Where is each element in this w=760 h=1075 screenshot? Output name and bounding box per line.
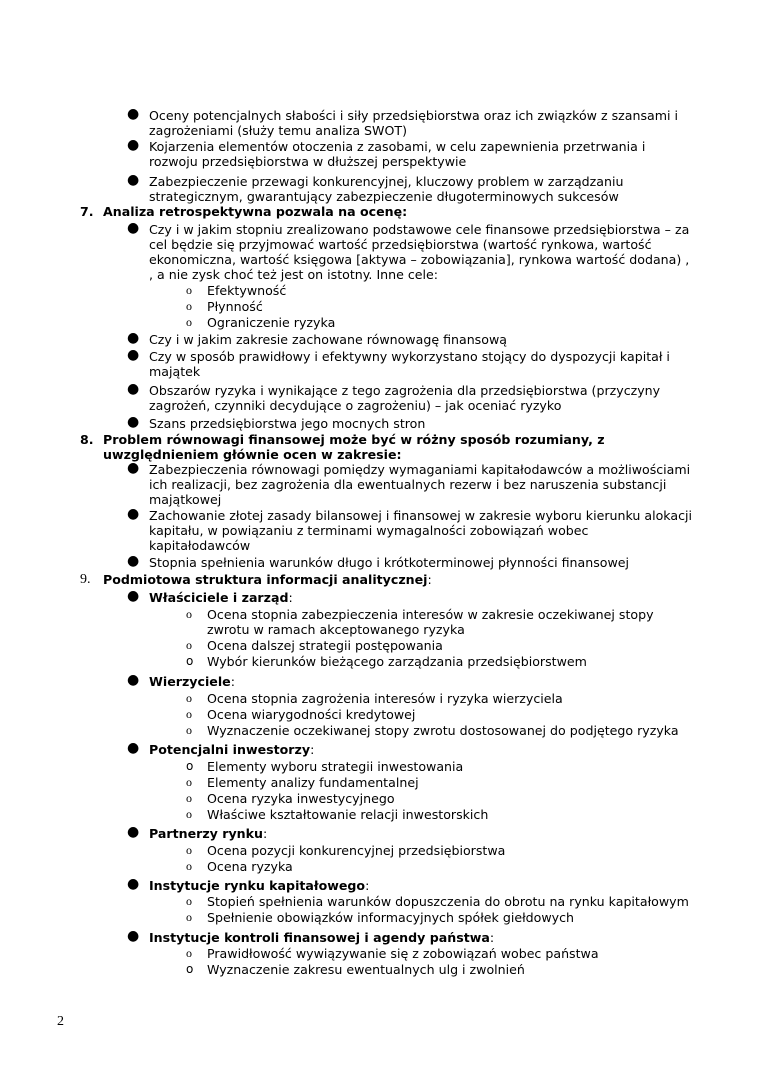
bullet-icon: ●	[127, 824, 140, 840]
bullet-icon: ●	[127, 506, 140, 522]
circle-bullet-icon: o	[186, 654, 194, 668]
text-line: Wybór kierunków bieżącego zarządzania przedsiębiorstwem	[207, 654, 587, 669]
text-line: Ocena ryzyka inwestycyjnego	[207, 791, 395, 806]
group-title-line	[149, 674, 235, 689]
group-title-line	[149, 742, 314, 757]
text-line: Efektywność	[207, 283, 287, 298]
title-colon: :	[489, 930, 495, 945]
page-number: 2	[57, 1014, 64, 1029]
section-heading: uwzględnieniem głównie ocen w zakresie:	[103, 447, 402, 462]
circle-bullet-icon: o	[186, 707, 192, 721]
text-line: Kojarzenia elementów otoczenia z zasobami, w celu zapewnienia przetrwania i	[149, 139, 646, 154]
text-line: cel będzie się przyjmować wartość przedsiębiorstwa (wartość rynkowa, wartość	[149, 237, 652, 252]
text-line: Zabezpieczenia równowagi pomiędzy wymaganiami kapitałodawców a możliwościami	[149, 462, 691, 477]
bullet-icon: ●	[127, 106, 140, 122]
section-number: 9.	[80, 572, 91, 587]
text-line: Ocena stopnia zabezpieczenia interesów w zakresie oczekiwanej stopy	[207, 607, 654, 622]
text-line: Stopnia spełnienia warunków długo i krótkoterminowej płynności finansowej	[149, 555, 630, 570]
text-line: Elementy analizy fundamentalnej	[207, 775, 419, 790]
circle-bullet-icon: o	[186, 759, 194, 773]
text-line: Zabezpieczenie przewagi konkurencyjnej, kluczowy problem w zarządzaniu	[149, 174, 624, 189]
bullet-icon: ●	[127, 740, 140, 756]
text-line: kapitału, w powiązaniu z terminami wymagalności zobowiązań wobec	[149, 523, 589, 538]
circle-bullet-icon: o	[186, 894, 192, 908]
group-title: Instytucje kontroli finansowej i agendy państwa	[149, 930, 490, 945]
section-heading: Podmiotowa struktura informacji analitycznej	[103, 572, 428, 587]
bullet-icon: ●	[127, 460, 140, 476]
text-line: Wyznaczenie zakresu ewentualnych ulg i zwolnień	[207, 962, 525, 977]
text-line: Prawidłowość wywiązywanie się z zobowiązań wobec państwa	[207, 946, 599, 961]
bullet-icon: ●	[127, 330, 140, 346]
bullet-icon: ●	[127, 672, 140, 688]
circle-bullet-icon: o	[186, 910, 192, 924]
circle-bullet-icon: o	[186, 691, 192, 705]
text-line: Ocena dalszej strategii postępowania	[207, 638, 443, 653]
text-line: majątek	[149, 364, 201, 379]
text-line: rozwoju przedsiębiorstwa w dłuższej perspektywie	[149, 154, 467, 169]
text-line: kapitałodawców	[149, 538, 251, 553]
circle-bullet-icon: o	[186, 807, 192, 821]
circle-bullet-icon: o	[186, 723, 192, 737]
text-line: zwrotu w ramach akceptowanego ryzyka	[207, 622, 465, 637]
circle-bullet-icon: o	[186, 791, 192, 805]
text-line: Czy i w jakim zakresie zachowane równowagę finansową	[149, 332, 507, 347]
section-heading: Problem równowagi finansowej może być w różny sposób rozumiany, z	[103, 432, 605, 447]
section-heading-line	[103, 572, 432, 587]
circle-bullet-icon: o	[186, 283, 192, 297]
circle-bullet-icon: o	[186, 946, 192, 960]
text-line: zagrożeń, czynniki decydujące o zagrożeniu) – jak oceniać ryzyko	[149, 398, 562, 413]
text-line: Obszarów ryzyka i wynikające z tego zagrożenia dla przedsiębiorstwa (przyczyny	[149, 383, 661, 398]
text-line: Wyznaczenie oczekiwanej stopy zwrotu dostosowanej do podjętego ryzyka	[207, 723, 679, 738]
text-line: majątkowej	[149, 492, 222, 507]
group-title: Instytucje rynku kapitałowego	[149, 878, 366, 893]
circle-bullet-icon: o	[186, 299, 192, 313]
text-line: Płynność	[207, 299, 263, 314]
circle-bullet-icon: o	[186, 315, 192, 329]
text-line: strategicznym, gwarantujący zabezpieczenie długoterminowych sukcesów	[149, 189, 619, 204]
bullet-icon: ●	[127, 928, 140, 944]
group-title-line	[149, 590, 293, 605]
text-line: zagrożeniami (służy temu analiza SWOT)	[149, 123, 408, 138]
text-line: Oceny potencjalnych słabości i siły przedsiębiorstwa oraz ich związków z szansami i	[149, 108, 678, 123]
text-line: Ocena wiarygodności kredytowej	[207, 707, 416, 722]
text-line: Właściwe kształtowanie relacji inwestorskich	[207, 807, 489, 822]
text-line: Spełnienie obowiązków informacyjnych spółek giełdowych	[207, 910, 575, 925]
title-colon: :	[263, 826, 268, 841]
circle-bullet-icon: o	[186, 859, 192, 873]
group-title: Potencjalni inwestorzy	[149, 742, 311, 757]
text-line: Czy i w jakim stopniu zrealizowano podstawowe cele finansowe przedsiębiorstwa – za	[149, 222, 690, 237]
group-title: Właściciele i zarząd	[149, 590, 289, 605]
title-colon: :	[310, 742, 315, 757]
group-title: Partnerzy rynku	[149, 826, 263, 841]
text-line: Ocena stopnia zagrożenia interesów i ryzyka wierzyciela	[207, 691, 563, 706]
group-title: Wierzyciele	[149, 674, 231, 689]
circle-bullet-icon: o	[186, 843, 192, 857]
heading-colon: :	[427, 572, 432, 587]
bullet-icon: ●	[127, 588, 140, 604]
group-title-line	[149, 826, 267, 841]
bullet-icon: ●	[127, 220, 140, 236]
text-line: Elementy wyboru strategii inwestowania	[207, 759, 464, 774]
circle-bullet-icon: o	[186, 775, 192, 789]
title-colon: :	[230, 674, 235, 689]
text-line: Ocena pozycji konkurencyjnej przedsiębiorstwa	[207, 843, 506, 858]
section-number: 8.	[80, 432, 94, 447]
text-line: Czy w sposób prawidłowy i efektywny wykorzystano stojący do dyspozycji kapitał i	[149, 349, 670, 364]
bullet-icon: ●	[127, 876, 140, 892]
section-number: 7.	[80, 204, 94, 219]
bullet-icon: ●	[127, 172, 140, 188]
bullet-icon: ●	[127, 381, 140, 397]
circle-bullet-icon: o	[186, 607, 192, 621]
title-colon: :	[288, 590, 293, 605]
bullet-icon: ●	[127, 414, 140, 430]
text-line: Zachowanie złotej zasady bilansowej i finansowej w zakresie wyboru kierunku alokacji	[149, 508, 692, 523]
group-title-line	[149, 878, 369, 893]
text-line: ich realizacji, bez zagrożenia dla ewentualnych rezerw i bez naruszenia substancji	[149, 477, 667, 492]
group-title-line	[149, 930, 494, 945]
circle-bullet-icon: o	[186, 638, 192, 652]
text-line: ekonomiczna, wartość księgowa [aktywa – zobowiązania], rynkowa wartość dodana) ,	[149, 252, 690, 267]
bullet-icon: ●	[127, 347, 140, 363]
bullet-icon: ●	[127, 137, 140, 153]
text-line: Ocena ryzyka	[207, 859, 293, 874]
title-colon: :	[365, 878, 370, 893]
section-heading: Analiza retrospektywna pozwala na ocenę:	[103, 204, 408, 219]
circle-bullet-icon: o	[186, 962, 194, 976]
text-line: , a nie zysk choć też jest on istotny. Inne cele:	[149, 267, 439, 282]
text-line: Ograniczenie ryzyka	[207, 315, 336, 330]
text-line: Szans przedsiębiorstwa jego mocnych stron	[149, 416, 426, 431]
bullet-icon: ●	[127, 553, 140, 569]
text-line: Stopień spełnienia warunków dopuszczenia do obrotu na rynku kapitałowym	[207, 894, 689, 909]
